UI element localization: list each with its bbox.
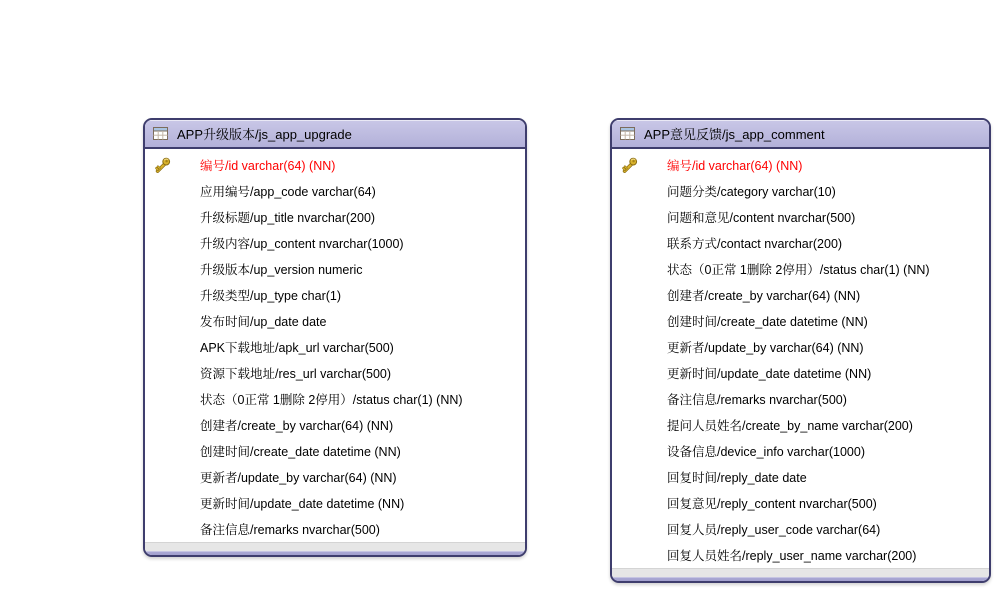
column-text: 编号/id varchar(64) (NN): [200, 159, 336, 173]
column-text: 更新时间/update_date datetime (NN): [200, 497, 405, 511]
column-text: 设备信息/device_info varchar(1000): [667, 445, 865, 459]
column-row[interactable]: [612, 256, 989, 282]
column-row[interactable]: [612, 516, 989, 542]
column-text: 更新者/update_by varchar(64) (NN): [667, 341, 864, 355]
column-row[interactable]: [145, 308, 525, 334]
key-icon: [621, 156, 639, 174]
column-text: 创建时间/create_date datetime (NN): [200, 445, 401, 459]
column-row[interactable]: [145, 464, 525, 490]
entity-footer-bar: [145, 551, 525, 557]
column-text: 资源下载地址/res_url varchar(500): [200, 367, 392, 381]
column-text: 升级内容/up_content nvarchar(1000): [200, 237, 404, 251]
column-row[interactable]: [612, 490, 989, 516]
column-text: 升级标题/up_title nvarchar(200): [200, 211, 376, 225]
column-row[interactable]: [612, 412, 989, 438]
column-row[interactable]: [145, 152, 525, 178]
column-text: 状态（0正常 1删除 2停用）/status char(1) (NN): [667, 263, 930, 277]
column-text: 升级类型/up_type char(1): [200, 289, 342, 303]
entity-column-list: [612, 149, 989, 568]
column-row[interactable]: [145, 412, 525, 438]
entity-footer-bar: [612, 577, 989, 583]
column-text: 编号/id varchar(64) (NN): [667, 159, 803, 173]
column-row[interactable]: [145, 178, 525, 204]
column-text: 创建时间/create_date datetime (NN): [667, 315, 868, 329]
entity-title: APP意见反馈/js_app_comment: [644, 127, 825, 142]
column-text: 升级版本/up_version numeric: [200, 263, 363, 277]
column-text: 备注信息/remarks nvarchar(500): [667, 393, 847, 407]
key-icon: [154, 156, 172, 174]
entity-footer-strip: [612, 568, 989, 577]
column-row[interactable]: [612, 360, 989, 386]
column-row[interactable]: [145, 334, 525, 360]
column-row[interactable]: [612, 438, 989, 464]
column-text: 回复人员姓名/reply_user_name varchar(200): [667, 549, 917, 563]
column-text: 回复意见/reply_content nvarchar(500): [667, 497, 877, 511]
column-row[interactable]: [145, 230, 525, 256]
column-row[interactable]: [145, 204, 525, 230]
column-row[interactable]: [612, 178, 989, 204]
column-text: 问题分类/category varchar(10): [667, 185, 836, 199]
column-text: 更新时间/update_date datetime (NN): [667, 367, 872, 381]
column-text: 更新者/update_by varchar(64) (NN): [200, 471, 397, 485]
column-row[interactable]: [612, 542, 989, 568]
column-row[interactable]: [612, 282, 989, 308]
column-text: 创建者/create_by varchar(64) (NN): [667, 289, 861, 303]
column-row[interactable]: [145, 438, 525, 464]
column-row[interactable]: [612, 334, 989, 360]
column-row[interactable]: [612, 230, 989, 256]
entity-title: APP升级版本/js_app_upgrade: [177, 127, 352, 142]
table-grid-icon: [153, 127, 168, 140]
column-row[interactable]: [612, 308, 989, 334]
column-row[interactable]: [145, 282, 525, 308]
column-row[interactable]: [612, 152, 989, 178]
column-text: 回复人员/reply_user_code varchar(64): [667, 523, 881, 537]
entity-footer-strip: [145, 542, 525, 551]
column-row[interactable]: [612, 386, 989, 412]
column-row[interactable]: [612, 204, 989, 230]
column-text: 回复时间/reply_date date: [667, 471, 807, 485]
column-row[interactable]: [145, 386, 525, 412]
entity-header[interactable]: [145, 120, 525, 149]
column-row[interactable]: [612, 464, 989, 490]
column-text: 备注信息/remarks nvarchar(500): [200, 523, 380, 537]
column-text: APK下载地址/apk_url varchar(500): [200, 341, 394, 355]
column-row[interactable]: [145, 256, 525, 282]
column-text: 创建者/create_by varchar(64) (NN): [200, 419, 394, 433]
column-row[interactable]: [145, 490, 525, 516]
column-text: 发布时间/up_date date: [200, 315, 327, 329]
table-grid-icon: [620, 127, 635, 140]
column-text: 状态（0正常 1删除 2停用）/status char(1) (NN): [200, 393, 463, 407]
column-row[interactable]: [145, 360, 525, 386]
column-row[interactable]: [145, 516, 525, 542]
entity-js-app-comment[interactable]: [610, 118, 991, 583]
column-text: 提问人员姓名/create_by_name varchar(200): [667, 419, 913, 433]
column-text: 问题和意见/content nvarchar(500): [667, 211, 856, 225]
column-text: 应用编号/app_code varchar(64): [200, 185, 376, 199]
entity-header[interactable]: [612, 120, 989, 149]
entity-js-app-upgrade[interactable]: [143, 118, 527, 557]
entity-column-list: [145, 149, 525, 542]
column-text: 联系方式/contact nvarchar(200): [667, 237, 843, 251]
